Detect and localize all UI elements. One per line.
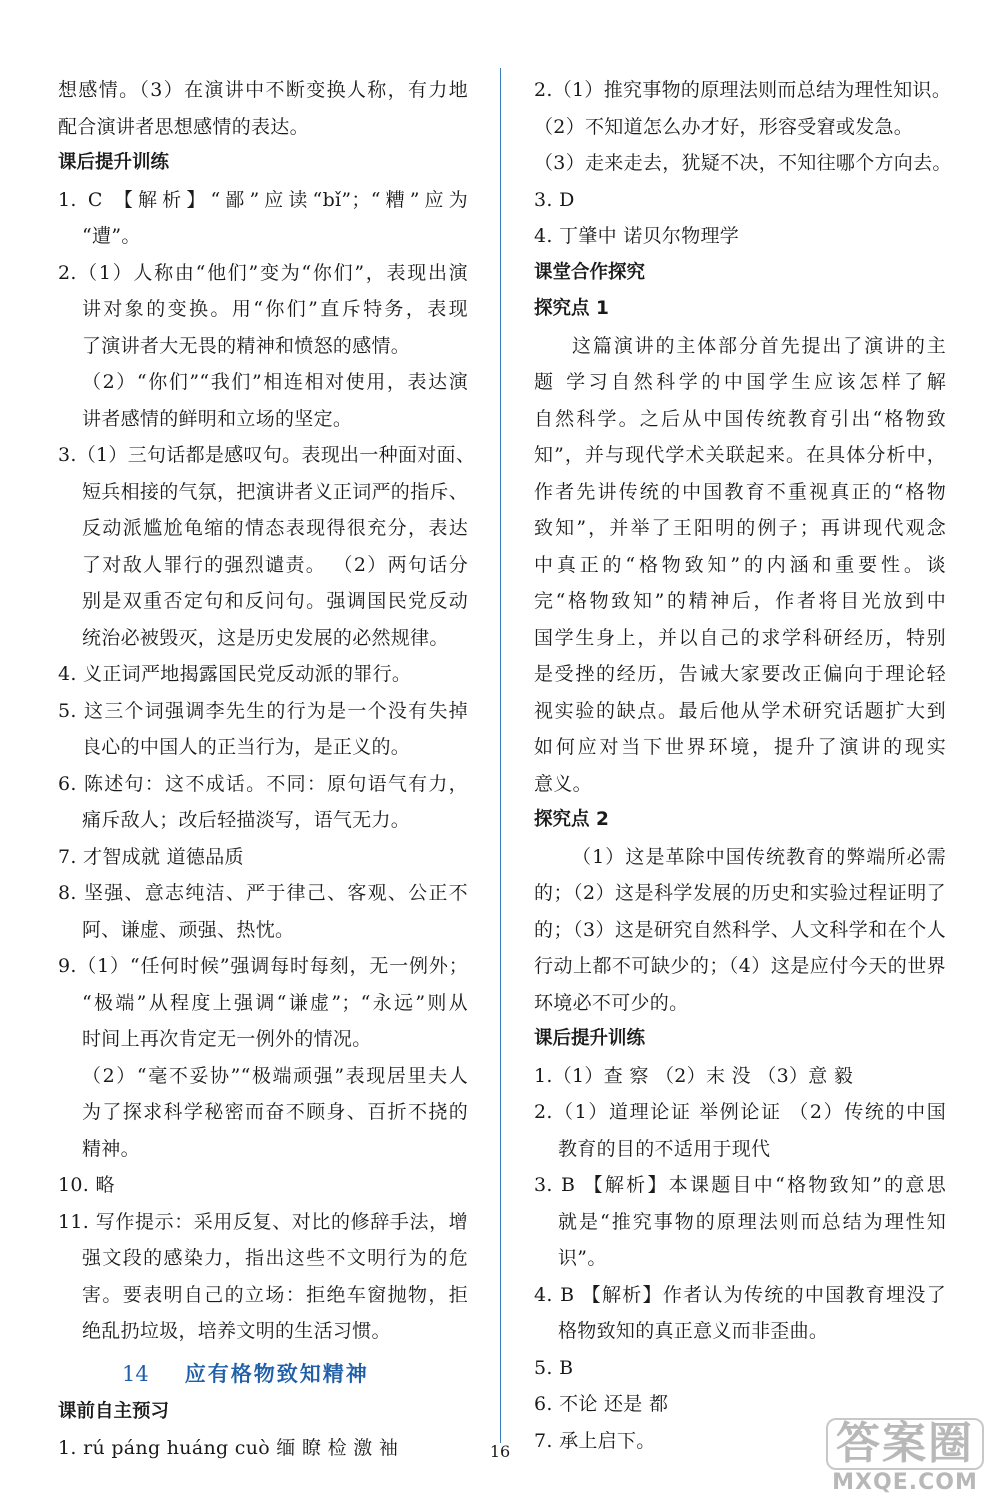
text-line: 了演讲者大无畏的精神和愤怒的感情。	[82, 334, 411, 357]
text-line: 8. 坚强、意志纯洁、严于律己、客观、公正不	[58, 882, 468, 904]
right-column	[534, 72, 952, 1459]
section-heading: 课后提升训练	[58, 152, 170, 173]
text-line: 7. 承上启下。	[534, 1429, 656, 1452]
text-line: 如何应对当下世界环境，提升了演讲的现实	[534, 736, 946, 758]
text-line: 良心的中国人的正当行为，是正义的。	[82, 736, 411, 758]
text-line: 想感情。（3）在演讲中不断变换人称，有力地	[58, 79, 468, 101]
text-line: 格物致知的真正意义而非歪曲。	[558, 1320, 829, 1342]
text-line: 作者先讲传统的中国教育不重视真正的“格物	[534, 480, 946, 503]
text-line: 6. 不论 还是 都	[534, 1393, 669, 1415]
text-line: 讲者感情的鲜明和立场的坚定。	[82, 407, 353, 430]
right-text-block	[534, 72, 952, 1459]
watermark-logo	[826, 1418, 984, 1496]
text-line: 精神。	[82, 1137, 140, 1160]
text-line: 强文段的感染力，指出这些不文明行为的危	[82, 1247, 468, 1269]
text-line: 4. 丁肇中 诺贝尔物理学	[534, 225, 740, 247]
text-line: 2.（1）推究事物的原理法则而总结为理性知识。	[534, 79, 952, 101]
text-line: 知”，并与现代学术关联起来。在具体分析中，	[534, 444, 946, 466]
text-line: 3. B 【解析】本课题目中“格物致知”的意思	[534, 1174, 946, 1196]
text-line: 4. 义正词严地揭露国民党反动派的罪行。	[58, 663, 412, 685]
text-line: 1. rú páng huáng cuò 缅 瞭 检 激 袖	[58, 1437, 399, 1459]
text-line: 9.（1）“任何时候”强调每时每刻，无一例外；	[58, 955, 468, 977]
text-line: 统治必被毁灭，这是历史发展的必然规律。	[82, 626, 449, 649]
chapter-title: 应有格物致知精神	[184, 1361, 369, 1386]
text-line: 10. 略	[58, 1174, 115, 1196]
text-line: 反动派尴尬龟缩的情态表现得很充分，表达	[82, 517, 468, 539]
text-line: “极端”从程度上强调“谦虚”；“永远”则从	[82, 991, 468, 1014]
text-line: （2）“你们”“我们”相连相对使用，表达演	[82, 371, 468, 393]
text-line: 时间上再次肯定无一例外的情况。	[82, 1028, 372, 1050]
text-line: 行动上都不可缺少的；（4）这是应付今天的世界	[534, 955, 946, 977]
text-line: 11. 写作提示：采用反复、对比的修辞手法，增	[58, 1210, 468, 1233]
text-line: 6. 陈述句：这不成话。不同：原句语气有力，	[58, 772, 468, 795]
left-text-block	[58, 72, 476, 1350]
text-line: 教育的目的不适用于现代	[558, 1137, 771, 1160]
text-line: 3. D	[534, 188, 575, 211]
text-line: 害。要表明自己的立场：拒绝车窗抛物，拒	[82, 1283, 468, 1306]
text-line: 阿、谦虚、顽强、热忱。	[82, 918, 295, 941]
watermark-text: 答案圈	[826, 1418, 984, 1470]
text-line: 短兵相接的气氛，把演讲者义正词严的指斥、	[82, 480, 469, 503]
text-line: 意义。	[534, 772, 592, 795]
text-line: 3.（1）三句话都是感叹句。表现出一种面对面、	[58, 444, 476, 466]
text-line: 是受挫的经历，告诫大家要改正偏向于理论轻	[534, 663, 946, 685]
text-line: （2）“毫不妥协”“极端顽强”表现居里夫人	[82, 1064, 468, 1087]
chapter-heading	[58, 1354, 468, 1394]
section-heading: 课后提升训练	[534, 1028, 646, 1049]
text-line: 5. 这三个词强调李先生的行为是一个没有失掉	[58, 699, 468, 722]
text-line: 2.（1）人称由“他们”变为“你们”，表现出演	[58, 261, 468, 284]
text-line: 绝乱扔垃圾，培养文明的生活习惯。	[82, 1320, 391, 1342]
text-line: 的；（3）这是研究自然科学、人文科学和在个人	[534, 918, 946, 941]
column-divider	[500, 68, 501, 1443]
text-line: 别是双重否定句和反问句。强调国民党反动	[82, 590, 468, 612]
left-column	[58, 72, 476, 1467]
text-line: 配合演讲者思想感情的表达。	[58, 115, 309, 138]
text-line: 就是“推究事物的原理法则而总结为理性知	[558, 1210, 946, 1233]
text-line: 国学生身上，并以自己的求学科研经历，特别	[534, 626, 946, 649]
text-line: 环境必不可少的。	[534, 991, 689, 1014]
text-line: 的；（2）这是科学发展的历史和实验过程证明了	[534, 882, 946, 904]
text-line: 中真正的“格物致知”的内涵和重要性。谈	[534, 553, 946, 576]
text-line: 自然科学。之后从中国传统教育引出“格物致	[534, 407, 946, 430]
text-line: 这篇演讲的主体部分首先提出了演讲的主	[572, 334, 946, 357]
text-line: 了对敌人罪行的强烈谴责。 （2）两句话分	[82, 553, 468, 576]
text-line: 2.（1）道理论证 举例论证 （2）传统的中国	[534, 1101, 946, 1123]
section-heading: 探究点 1	[534, 298, 609, 319]
chapter-number: 14	[122, 1361, 149, 1386]
text-line: （1）这是革除中国传统教育的弊端所必需	[572, 845, 946, 868]
section-heading: 探究点 2	[534, 809, 609, 830]
text-line: 致知”，并举了王阳明的例子；再讲现代观念	[534, 517, 946, 539]
page-number: 16	[489, 1442, 511, 1461]
text-line: （2）不知道怎么办才好，形容受窘或发急。	[534, 115, 914, 138]
text-line: 题 学习自然科学的中国学生应该怎样了解	[534, 371, 946, 393]
text-line: 1.（1）查 察 （2）末 没 （3）意 毅	[534, 1064, 854, 1087]
section-heading: 课前自主预习	[58, 1400, 170, 1422]
text-line: 识”。	[558, 1247, 607, 1269]
text-line: 1. C 【解析】“鄙”应读“bǐ”；“糟”应为	[58, 188, 468, 211]
watermark-url: MXQE.COM	[832, 1470, 978, 1495]
text-line: （3）走来走去，犹疑不决，不知往哪个方向去。	[534, 152, 952, 174]
text-line: 完“格物致知”的精神后，作者将目光放到中	[534, 590, 946, 612]
text-line: 视实验的缺点。最后他从学术研究话题扩大到	[534, 699, 946, 722]
text-line: 7. 才智成就 道德品质	[58, 845, 244, 868]
section-heading: 课堂合作探究	[534, 261, 646, 283]
text-line: “遭”。	[82, 225, 141, 247]
text-line: 讲对象的变换。用“你们”直斥特务，表现	[82, 298, 468, 320]
text-line: 4. B 【解析】作者认为传统的中国教育埋没了	[534, 1283, 946, 1306]
text-line: 痛斥敌人；改后轻描淡写，语气无力。	[82, 809, 411, 831]
text-line: 为了探求科学秘密而奋不顾身、百折不挠的	[82, 1101, 468, 1123]
text-line: 5. B	[534, 1356, 574, 1379]
